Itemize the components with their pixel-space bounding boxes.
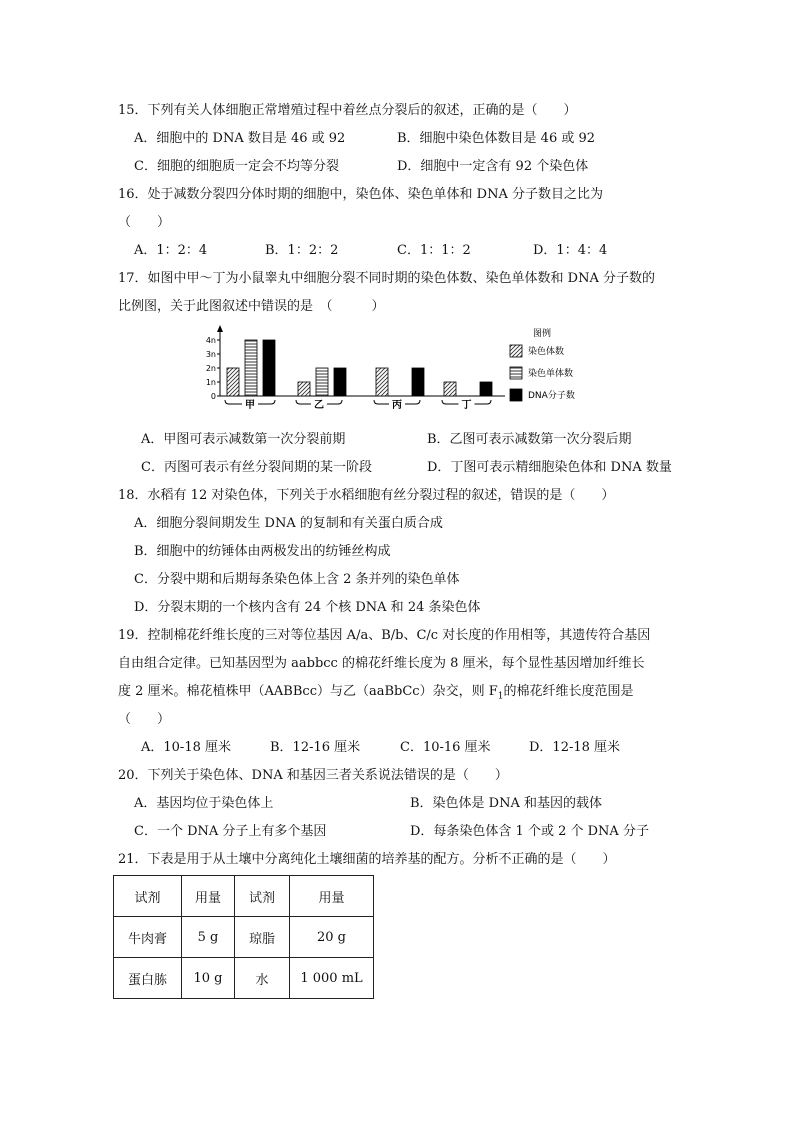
bar-丁-染色体数 [444,382,456,396]
q15-option-d: D．细胞中一定含有 92 个染色体 [397,159,589,174]
bar-丙-DNA分子数 [412,368,424,396]
q16-answer-paren: （ ） [118,215,171,230]
chart-legend [510,327,575,401]
table-header-cell: 试剂 [114,876,182,917]
q18-option-a: A．细胞分裂间期发生 DNA 的复制和有关蛋白质合成 [134,516,443,531]
y-tick-label: 0 [210,392,216,401]
table-header-row [114,876,374,917]
q17-option-a: A．甲图可表示减数第一次分裂前期 [141,432,346,447]
q16-option-b: B．1：2：2 [265,243,339,258]
bar-甲-染色体数 [227,368,239,396]
q18-option-c: C．分裂中期和后期每条染色体上含 2 条并列的染色单体 [134,572,460,587]
q16-option-a: A．1：2：4 [134,243,208,258]
table-cell: 1 000 mL [290,958,374,999]
q19-stem-line3-pre: 度 2 厘米。棉花植株甲（AABBcc）与乙（aaBbCc）杂交，则 F [118,684,498,699]
y-tick-label: 3n [205,350,216,359]
y-tick-label: 2n [205,364,216,373]
legend-title: 图例 [533,329,552,339]
q17-option-c: C．丙图可表示有丝分裂间期的某一阶段 [141,460,372,475]
x-category-label: 甲 [245,400,255,411]
table-cell: 琼脂 [235,917,290,958]
bar-甲-DNA分子数 [263,340,275,396]
bar-丙-染色体数 [376,368,388,396]
q15-option-a: A．细胞中的 DNA 数目是 46 或 92 [134,131,346,146]
bar-乙-染色单体数 [316,368,328,396]
y-tick-label: 4n [205,336,216,345]
q17-option-d: D．丁图可表示精细胞染色体和 DNA 数量 [427,460,672,475]
legend-swatch [510,389,522,401]
table-cell: 水 [235,958,290,999]
q20-stem: 20．下列关于染色体、DNA 和基因三者关系说法错误的是（ ） [118,768,508,783]
q18-option-b: B．细胞中的纺锤体由两极发出的纺锤丝构成 [134,544,391,559]
table-cell: 20 g [290,917,374,958]
table-row [114,917,374,958]
legend-swatch [510,345,522,357]
q19-option-a: A．10-18 厘米 [141,740,231,755]
q19-option-d: D．12-18 厘米 [529,740,621,755]
legend-label: DNA分子数 [528,391,575,401]
q19-answer-paren: （ ） [118,712,171,727]
q17-stem-line1: 17．如图中甲～丁为小鼠睾丸中细胞分裂不同时期的染色体数、染色单体数和 DNA 分子数的 [118,271,655,286]
q20-option-c: C．一个 DNA 分子上有多个基因 [134,824,327,839]
table-cell: 10 g [182,958,235,999]
table-cell: 牛肉膏 [114,917,182,958]
q15-option-c: C．细胞的细胞质一定会不均等分裂 [134,159,339,174]
table-header-cell: 用量 [182,876,235,917]
q20-option-d: D．每条染色体含 1 个或 2 个 DNA 分子 [410,824,649,839]
q15-stem: 15．下列有关人体细胞正常增殖过程中着丝点分裂后的叙述，正确的是（ ） [118,103,577,118]
x-category-label: 丁 [461,400,472,411]
table-cell: 蛋白胨 [114,958,182,999]
q19-stem-line3-post: 的棉花纤维长度范围是 [503,684,634,699]
q20-option-b: B．染色体是 DNA 和基因的载体 [410,796,603,811]
legend-label: 染色单体数 [528,369,574,379]
legend-label: 染色体数 [528,347,565,357]
q21-stem: 21．下表是用于从土壤中分离纯化土壤细菌的培养基的配方。分析不正确的是（ ） [118,852,616,867]
bar-乙-DNA分子数 [334,368,346,396]
table-header-cell: 用量 [290,876,374,917]
q19-stem-line3 [118,684,634,705]
q16-option-c: C．1：1：2 [397,243,471,258]
q17-stem-line2: 比例图，关于此图叙述中错误的是 （ ） [118,299,385,314]
bar-乙-染色体数 [298,382,310,396]
q18-stem: 18．水稻有 12 对染色体，下列关于水稻细胞有丝分裂过程的叙述，错误的是（ ） [118,488,615,503]
bar-甲-染色单体数 [245,340,257,396]
y-tick-label: 1n [205,378,216,387]
q16-stem: 16．处于减数分裂四分体时期的细胞中，染色体、染色单体和 DNA 分子数目之比为 [118,187,603,202]
q19-option-b: B．12-16 厘米 [270,740,361,755]
q18-option-d: D．分裂末期的一个核内含有 24 个核 DNA 和 24 条染色体 [134,600,481,615]
x-category-label: 丙 [392,400,402,411]
bar-丁-DNA分子数 [480,382,492,396]
bars [227,340,492,396]
q19-option-c: C．10-16 厘米 [400,740,491,755]
q19-stem-line2: 自由组合定律。已知基因型为 aabbcc 的棉花纤维长度为 8 厘米，每个显性基因增加纤维长 [118,656,645,671]
q19-stem-line1: 19．控制棉花纤维长度的三对等位基因 A/a、B/b、C/c 对长度的作用相等，其遗传符合基因 [118,628,651,643]
table-header-cell: 试剂 [235,876,290,917]
table-row [114,958,374,999]
culture-medium-table [113,875,374,999]
q17-option-b: B．乙图可表示减数第一次分裂后期 [427,432,632,447]
x-category-label: 乙 [314,400,324,411]
q20-option-a: A．基因均位于染色体上 [134,796,274,811]
q16-option-d: D．1：4：4 [533,243,608,258]
q15-option-b: B．细胞中染色体数目是 46 或 92 [397,131,596,146]
legend-swatch [510,367,522,379]
q19-stem-line3-sub: 1 [497,691,504,702]
table-cell: 5 g [182,917,235,958]
chromosome-ratio-chart [195,322,615,422]
x-axis-labels [225,398,491,411]
